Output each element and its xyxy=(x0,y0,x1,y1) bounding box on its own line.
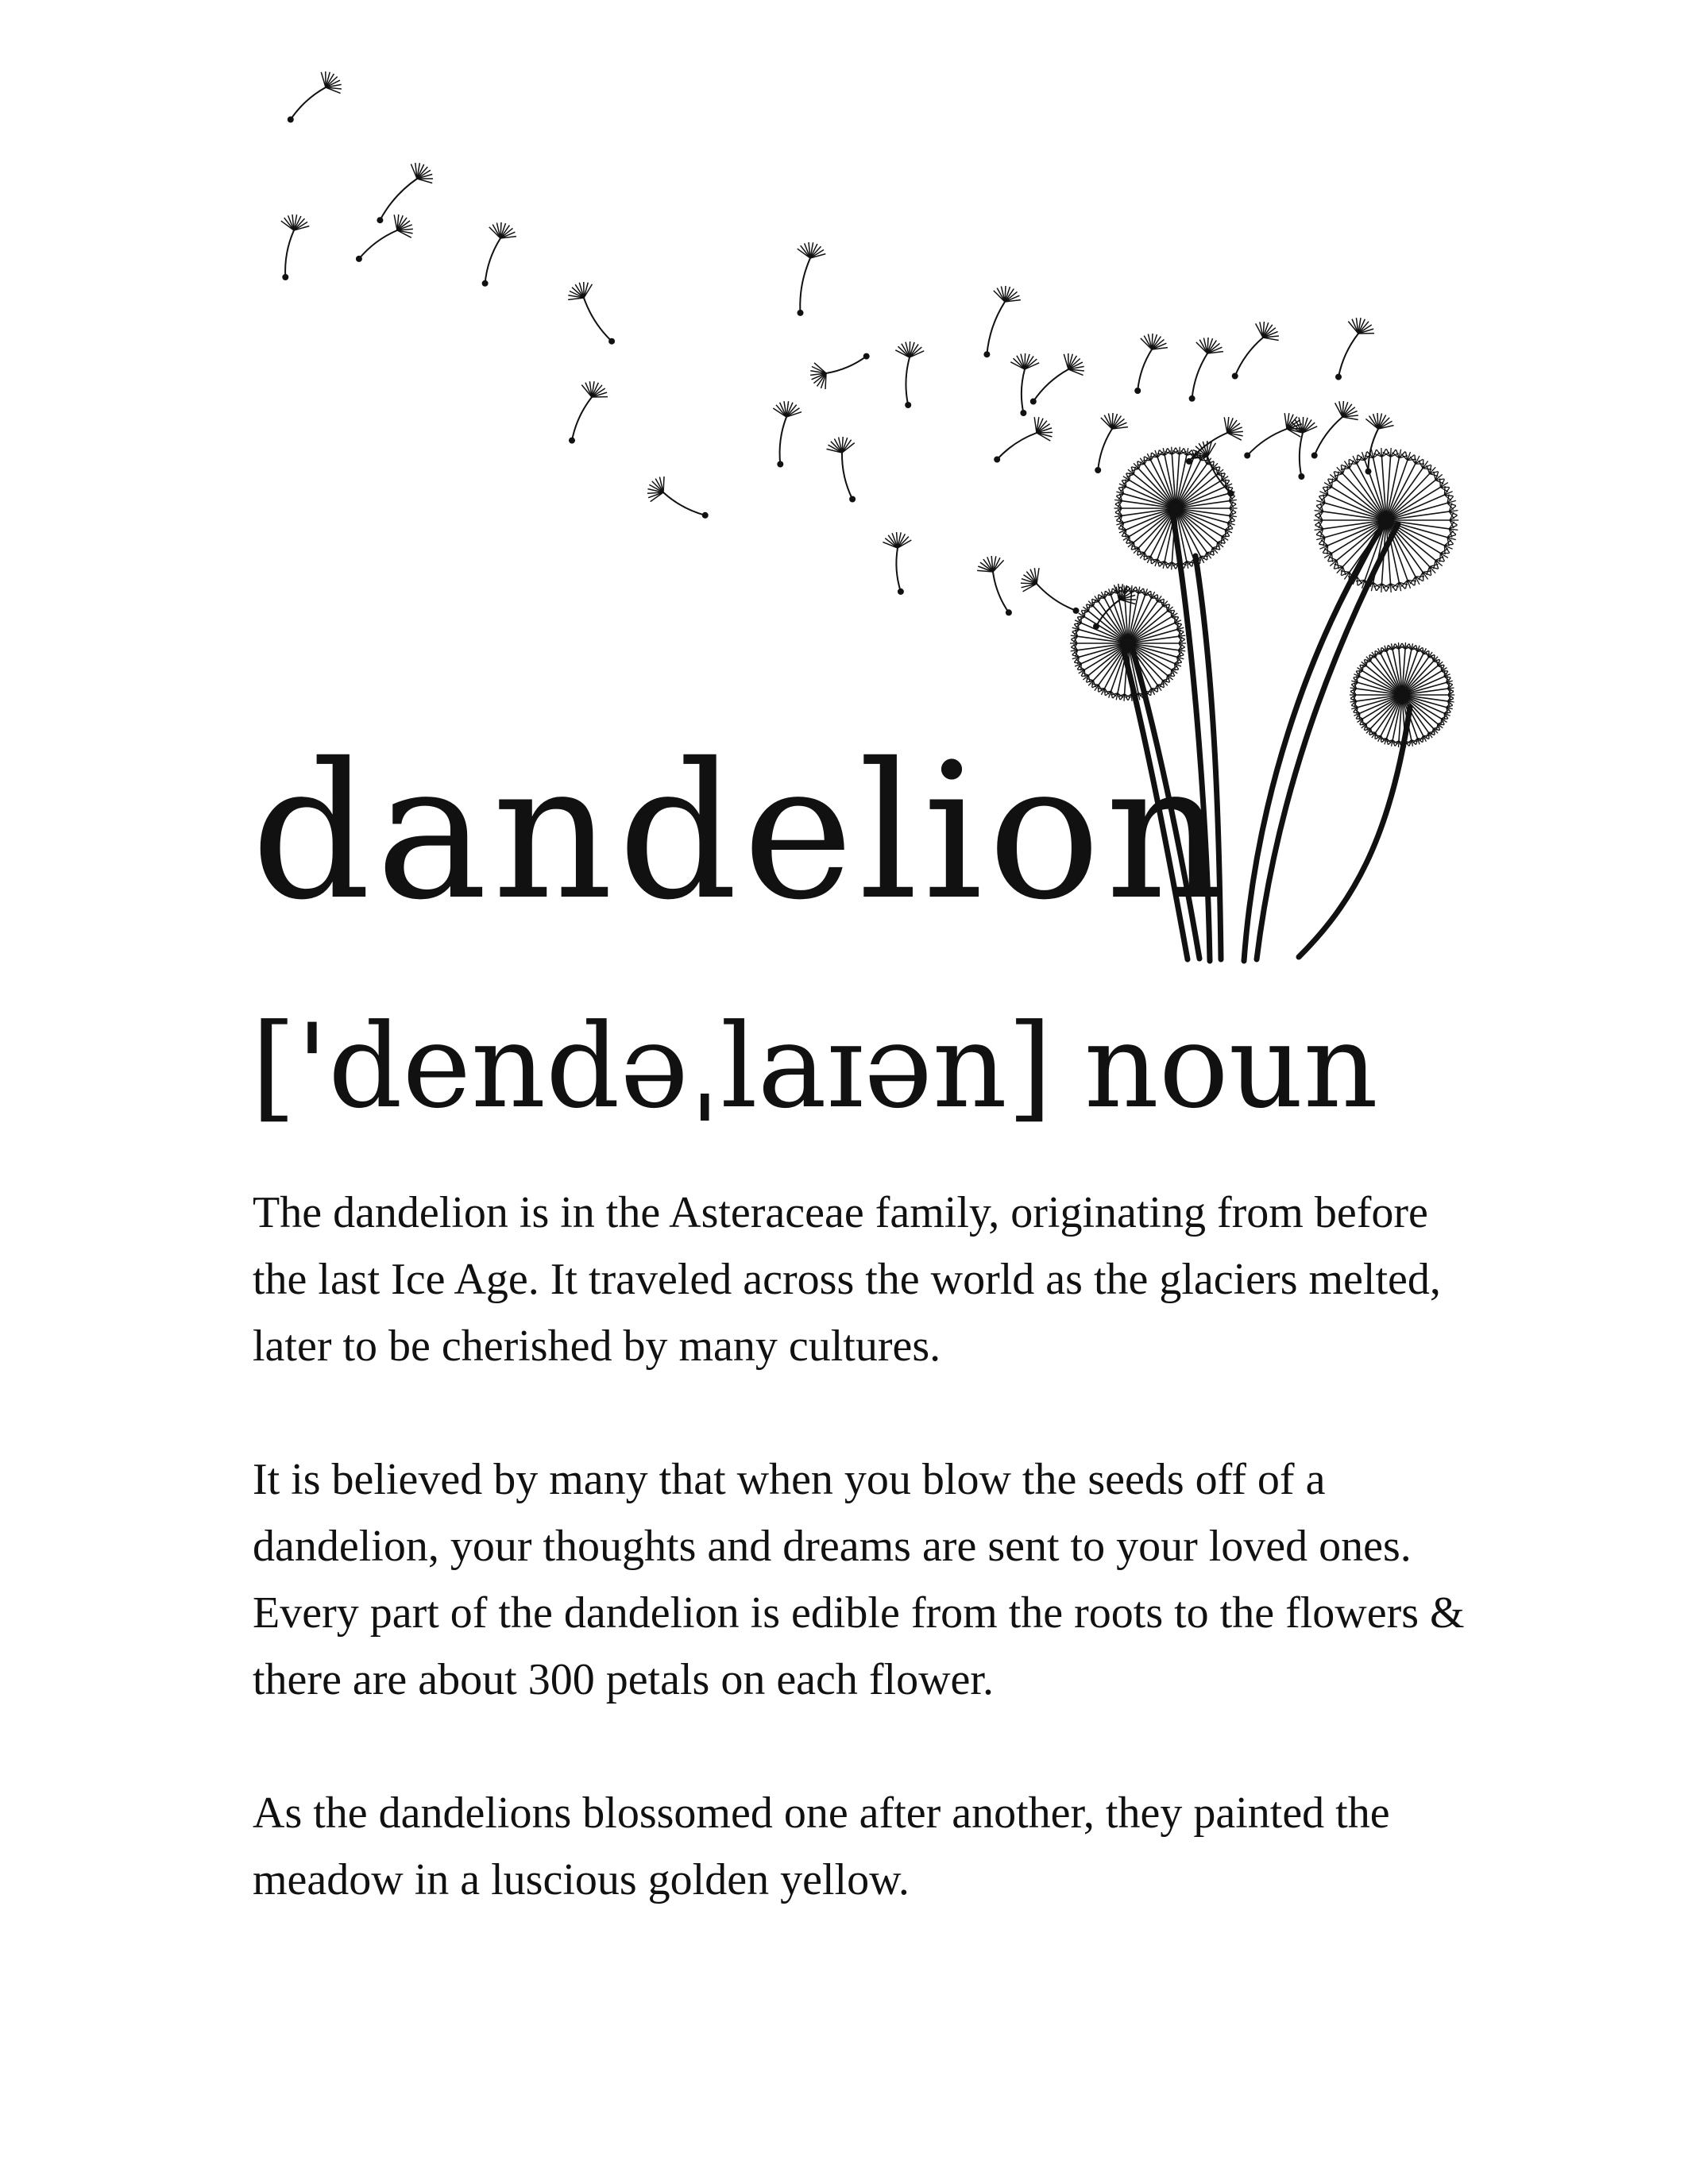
seed-icon xyxy=(1134,334,1168,394)
seed-icon xyxy=(647,477,709,519)
seed-icon xyxy=(773,401,802,467)
seed-icon xyxy=(1311,401,1358,459)
dandelion-head xyxy=(1314,448,1458,592)
seed-icon xyxy=(568,282,615,345)
seed-icon xyxy=(281,214,310,280)
seed-icon xyxy=(883,532,911,595)
pronunciation: ['dendəˌlaɪən] xyxy=(251,999,1053,1134)
headword: dandelion xyxy=(251,723,1231,941)
seed-icon xyxy=(810,353,870,389)
seed-icon xyxy=(827,437,856,503)
paragraph: It is believed by many that when you blow the seeds off of a dandelion, your thoughts and dreams are sent to your loved ones. Every part of the dandelion is edible from the roots to the flowers & there are about 300 petals on each flower. xyxy=(253,1455,1465,1704)
seed-icon xyxy=(1244,413,1303,458)
seed-icon xyxy=(356,214,413,262)
seed-icon xyxy=(482,222,516,287)
seed-icon xyxy=(895,341,924,408)
seed-icon xyxy=(1021,568,1080,614)
seed-icon xyxy=(1010,353,1039,416)
paragraph: The dandelion is in the Asteraceae family, originating from before the last Ice Age. It traveled across the world as the glaciers melted, later to be cherished by many cultures. xyxy=(253,1188,1441,1371)
definition-body xyxy=(253,1179,1492,1913)
dandelion-head xyxy=(1070,585,1186,701)
part-of-speech: noun xyxy=(1083,999,1378,1134)
seed-icon xyxy=(1192,441,1234,496)
seed-icon xyxy=(1335,318,1374,380)
seed-icon xyxy=(798,242,826,316)
seed-icon xyxy=(977,556,1012,615)
paragraph: As the dandelions blossomed one after another, they painted the meadow in a luscious golden yellow. xyxy=(253,1788,1390,1904)
pronunciation-line xyxy=(251,999,1378,1134)
stem xyxy=(1257,524,1398,959)
seed-icon xyxy=(1189,338,1223,402)
seed-icon xyxy=(377,163,433,223)
dandelion-head xyxy=(1350,642,1454,747)
stem xyxy=(1299,707,1410,957)
seed-icon xyxy=(1030,353,1084,405)
seed-icon xyxy=(994,417,1053,462)
floating-seeds xyxy=(281,71,1394,630)
seed-icon xyxy=(1232,322,1279,380)
seed-icon xyxy=(983,286,1021,357)
seed-icon xyxy=(1095,413,1128,473)
seed-icon xyxy=(288,71,342,123)
seed-icon xyxy=(569,381,608,443)
